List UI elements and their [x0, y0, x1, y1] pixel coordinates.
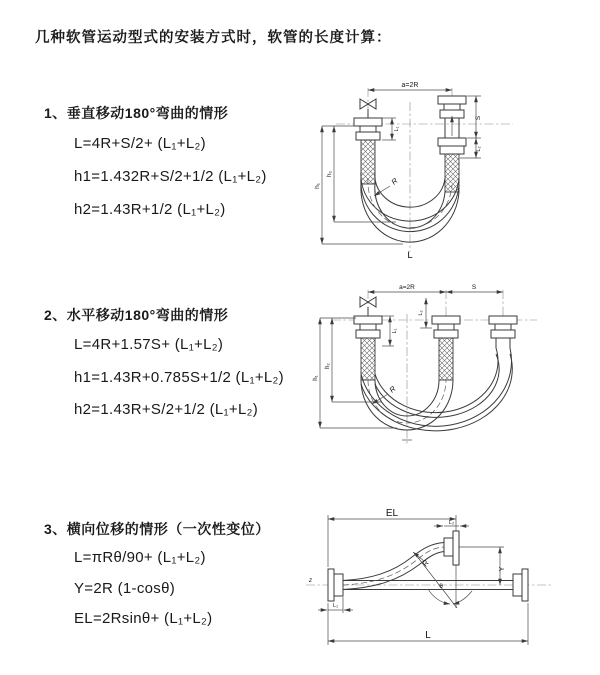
- section-1-heading: 1、垂直移动180°弯曲的情形: [44, 105, 229, 121]
- dim-label-l2: L₂: [448, 520, 455, 526]
- radius-label: R: [389, 176, 400, 187]
- section-1-formula-L: L=4R+S/2+ (L₁+L₂): [74, 135, 206, 152]
- dim-label-l1: L₁: [333, 603, 338, 609]
- centerline-end-mark: z: [309, 578, 312, 584]
- dim-label-h1: h₁: [313, 375, 319, 381]
- dimension-lines-d2: [320, 292, 503, 440]
- page-title: 几种软管运动型式的安装方式时，软管的长度计算：: [35, 30, 392, 46]
- right-pipe-fitting: [438, 96, 466, 192]
- dim-label-a2r: a=2R: [401, 82, 419, 89]
- section-3-formula-Y: Y=2R (1-cosθ): [74, 580, 176, 597]
- diagram-vertical-180-bend: [308, 74, 533, 269]
- theta-label: θ: [439, 583, 443, 590]
- dim-label-l1: L₁: [392, 328, 398, 334]
- radius-label: R: [387, 384, 398, 395]
- section-2-formula-L: L=4R+1.57S+ (L₁+L₂): [74, 336, 224, 353]
- section-1-formula-h2: h2=1.43R+1/2 (L₁+L₂): [74, 201, 226, 218]
- hose-u-bend: [361, 172, 459, 242]
- dim-label-h2: h₂: [325, 363, 331, 369]
- section-2-formula-h2: h2=1.43R+S/2+1/2 (L₁+L₂): [74, 401, 259, 418]
- diagram-lateral-displacement: [300, 505, 560, 655]
- radius-label: R: [420, 558, 431, 569]
- section-3-formula-EL: EL=2Rsinθ+ (L₁+L₂): [74, 610, 213, 627]
- dim-label-l2: L₂: [476, 146, 482, 152]
- dim-label-l1: L₁: [394, 126, 400, 132]
- dim-label-h2: h₂: [326, 170, 333, 178]
- dim-label-h1: h₁: [314, 183, 321, 189]
- length-label: L: [425, 630, 431, 641]
- section-2-heading: 2、水平移动180°弯曲的情形: [44, 307, 229, 323]
- middle-pipe-fitting: [432, 316, 460, 380]
- hose-u-bends: [361, 348, 512, 431]
- left-pipe-fitting: [354, 316, 382, 380]
- section-3-formula-L: L=πRθ/90+ (L₁+L₂): [74, 549, 206, 566]
- left-pipe-fitting: [354, 118, 382, 184]
- length-label: L: [407, 250, 413, 261]
- right-flange: [513, 569, 528, 601]
- dim-label-l2: L₂: [418, 310, 424, 316]
- section-2-formula-h1: h1=1.43R+0.785S+1/2 (L₁+L₂): [74, 369, 284, 386]
- dim-label-s: S: [475, 115, 482, 121]
- dim-label-a2r: a=2R: [399, 284, 415, 291]
- section-1-formula-h1: h1=1.432R+S/2+1/2 (L₁+L₂): [74, 168, 267, 185]
- diagram-horizontal-180-bend: [312, 278, 547, 458]
- right-pipe-fitting: [489, 316, 517, 348]
- dim-label-s: S: [471, 284, 477, 291]
- left-flange: [328, 569, 343, 601]
- section-3-heading: 3、横向位移的情形（一次性变位）: [44, 521, 270, 537]
- y-dim-label: Y: [499, 566, 506, 572]
- el-dim-label: EL: [385, 508, 399, 519]
